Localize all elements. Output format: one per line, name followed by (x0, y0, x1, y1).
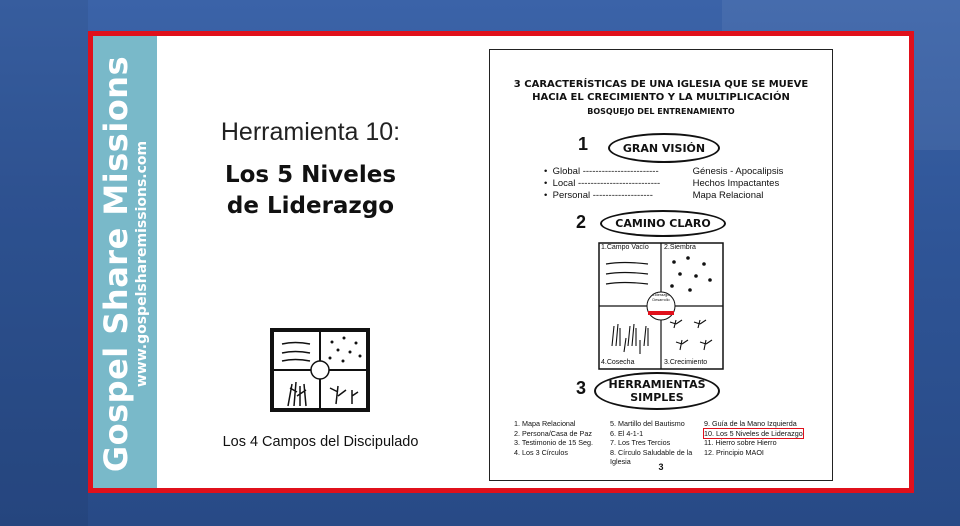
tools-column-2 (610, 419, 692, 467)
slide-heading: Herramienta 10: (220, 118, 401, 146)
brand-text (93, 44, 157, 484)
section-number-1: 1 (578, 134, 589, 154)
list-item: 1. Mapa Relacional (514, 419, 576, 428)
list-item: 2. Persona/Casa de Paz (514, 428, 592, 438)
document-title-line1: 3 CARACTERÍSTICAS DE UNA IGLESIA QUE SE MUEVE (513, 79, 809, 90)
four-fields-icon (270, 328, 370, 412)
list-item: • Local -------------------------- Hechos Impactantes (544, 178, 780, 189)
section-label-1: GRAN VISIÓN (608, 133, 720, 163)
list-item: 4. Los 3 Círculos (514, 447, 568, 457)
document-page (489, 49, 833, 481)
list-item: 12. Principio MAOI (704, 447, 764, 457)
section-number-3: 3 (576, 378, 587, 398)
list-item: 3. Testimonio de 15 Seg. (514, 438, 593, 447)
list-item: • Global ------------------------ Génesis - Apocalipsis (544, 166, 784, 177)
list-item: 5. Martillo del Bautismo (610, 419, 685, 428)
document-subtitle: BOSQUEJO DEL ENTRENAMIENTO (587, 107, 735, 116)
brand-url: www.gospelsharemissions.com (134, 140, 150, 388)
four-fields-diagram (598, 242, 724, 370)
tools-column-3 (704, 419, 803, 457)
highlighted-tool: 10. Los 5 Niveles de Liderazgo (704, 428, 803, 438)
document-title-line2: HACIA EL CRECIMIENTO Y LA MULTIPLICACIÓN (532, 92, 790, 103)
section-number-2: 2 (576, 212, 587, 232)
vision-list (544, 166, 783, 202)
icon-caption: Los 4 Campos del Discipulado (222, 434, 419, 450)
slide-frame (88, 31, 914, 493)
background-tile (0, 0, 88, 526)
brand-name: Gospel Share Missions (97, 55, 135, 473)
slide-title-line2: de Liderazgo (226, 193, 395, 219)
slide-title (193, 160, 428, 222)
section-label-2: CAMINO CLARO (600, 210, 726, 237)
field-label-2: 2.Siembra (664, 244, 696, 251)
page-number: 3 (658, 462, 664, 472)
list-item: 8. Círculo Saludable de la (610, 447, 693, 457)
field-label-4: 4.Cosecha (601, 359, 635, 366)
field-label-3: 3.Crecimiento (664, 359, 708, 366)
list-item: • Personal ------------------- Mapa Relacional (544, 190, 764, 201)
list-item: 11. Hierro sobre Hierro (704, 438, 777, 447)
slide-title-block (193, 118, 428, 222)
slide-title-line1: Los 5 Niveles (224, 162, 397, 188)
tools-column-1 (514, 419, 593, 457)
list-item: 6. El 4-1-1 (610, 428, 644, 438)
center-label: Liderazgo Desarrollo Multiplicación (649, 293, 673, 307)
list-item: 7. Los Tres Tercios (610, 438, 671, 447)
list-item: 9. Guía de la Mano Izquierda (704, 419, 797, 428)
section-label-3: HERRAMIENTAS SIMPLES (594, 372, 720, 410)
list-item: Iglesia (610, 457, 631, 466)
brand-strip (93, 36, 157, 488)
field-label-1: 1.Campo Vacío (601, 244, 649, 251)
document-title (490, 78, 832, 104)
